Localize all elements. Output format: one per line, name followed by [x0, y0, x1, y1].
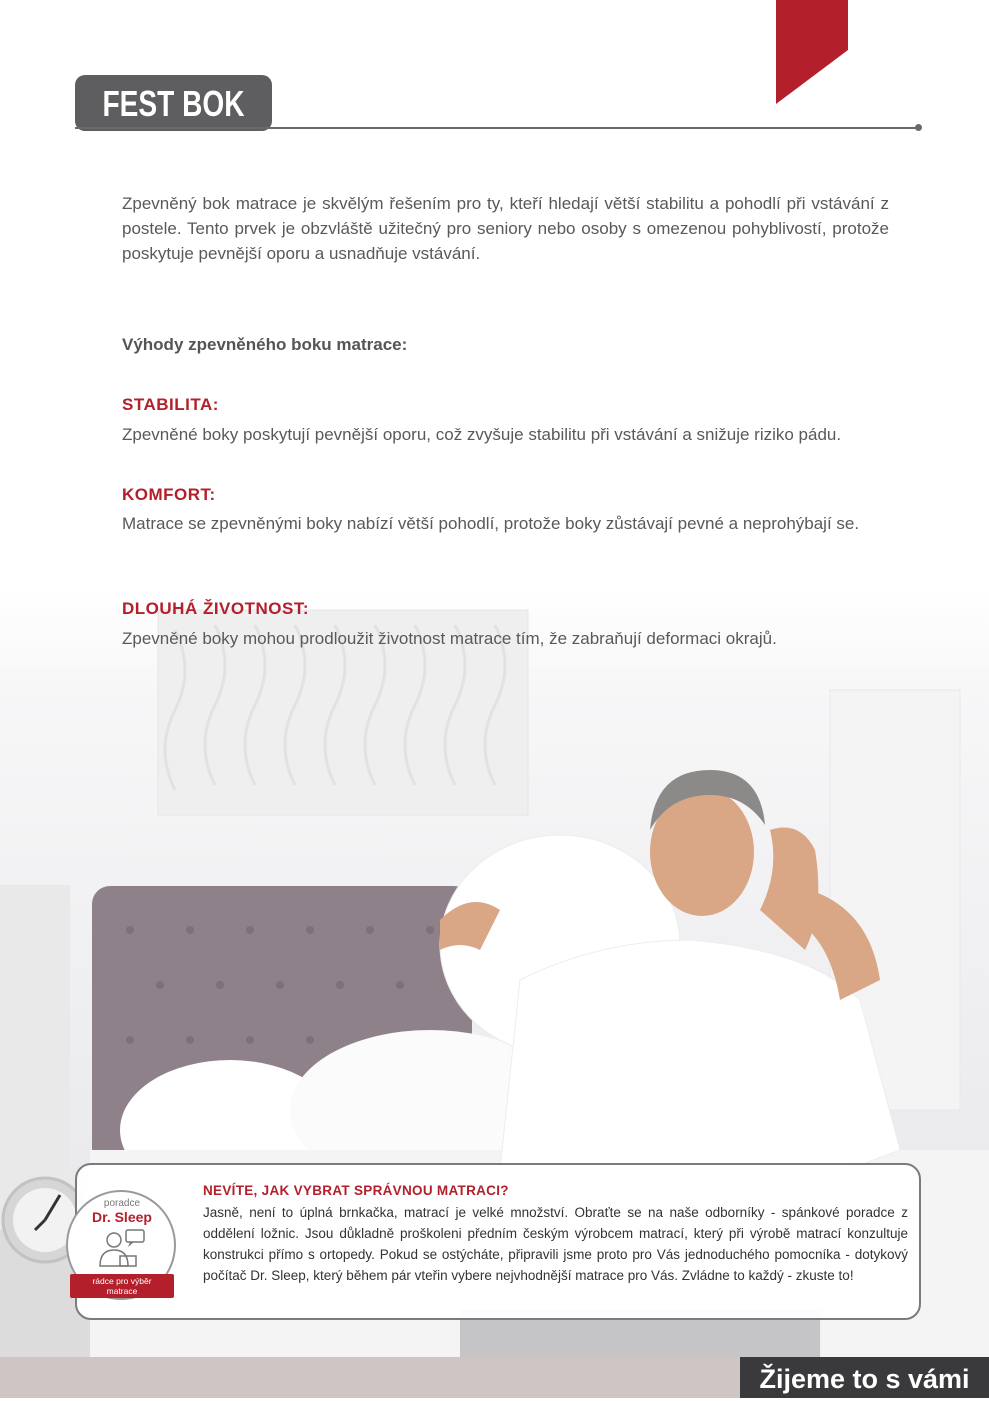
benefits-title: Výhody zpevněného boku matrace: [122, 335, 408, 354]
badge-banner-line1: rádce pro výběr [92, 1276, 152, 1286]
page-title: FEST BOK [102, 83, 245, 124]
footer-slogan: Žijeme to s vámi [759, 1364, 970, 1394]
benefit-text-durability: Zpevněné boky mohou prodloužit životnost matrace tím, že zabraňují deformaci okrajů. [122, 629, 777, 648]
benefit-heading-durability: DLOUHÁ ŽIVOTNOST: [122, 599, 309, 618]
badge-banner-line2: matrace [106, 1286, 138, 1296]
badge-top-text: poradce [103, 1198, 141, 1209]
advisor-icon [96, 1228, 148, 1268]
advice-title: NEVÍTE, JAK VYBRAT SPRÁVNOU MATRACI? [203, 1183, 509, 1198]
title-underline [75, 127, 918, 129]
title-underline-dot [915, 124, 922, 131]
badge-name: Dr. Sleep [92, 1209, 152, 1225]
badge-banner-text [70, 1276, 174, 1296]
benefit-heading-stability: STABILITA: [122, 395, 219, 414]
benefit-heading-comfort: KOMFORT: [122, 485, 216, 504]
corner-ribbon [776, 0, 848, 104]
advice-text: Jasně, není to úplná brnkačka, matrací je velké množství. Obraťte se na naše odborníky - spánkové poradce z oddělení ložnic. Jsou důkladně proškoleni předním českým výrobcem matrací, který při výrobě matrací konzultuje konstrukci přímo s ortopedy. Pokud se ostýcháte, připravili jsme proto pro Vás jednoduchého pomocníka - dotykový počítač Dr. Sleep, který během pár vteřin vybere nejvhodnější matrace pro Vás. Zvládne to každý - zkuste to! [203, 1205, 908, 1283]
title-tab [75, 75, 272, 131]
intro-paragraph: Zpevněný bok matrace je skvělým řešením pro ty, kteří hledají větší stabilitu a pohodlí při vstávání z postele. Tento prvek je obzvláště užitečný pro seniory nebo osoby s omezenou pohyblivostí, protože poskytuje pevnější oporu a usnadňuje vstávání. [122, 194, 889, 263]
benefit-text-stability: Zpevněné boky poskytují pevnější oporu, což zvyšuje stabilitu při vstávání a snižuje riziko pádu. [122, 425, 842, 444]
dr-sleep-badge [66, 1190, 178, 1302]
benefit-text-comfort: Matrace se zpevněnými boky nabízí větší pohodlí, protože boky zůstávají pevné a neprohýbají se. [122, 514, 860, 533]
